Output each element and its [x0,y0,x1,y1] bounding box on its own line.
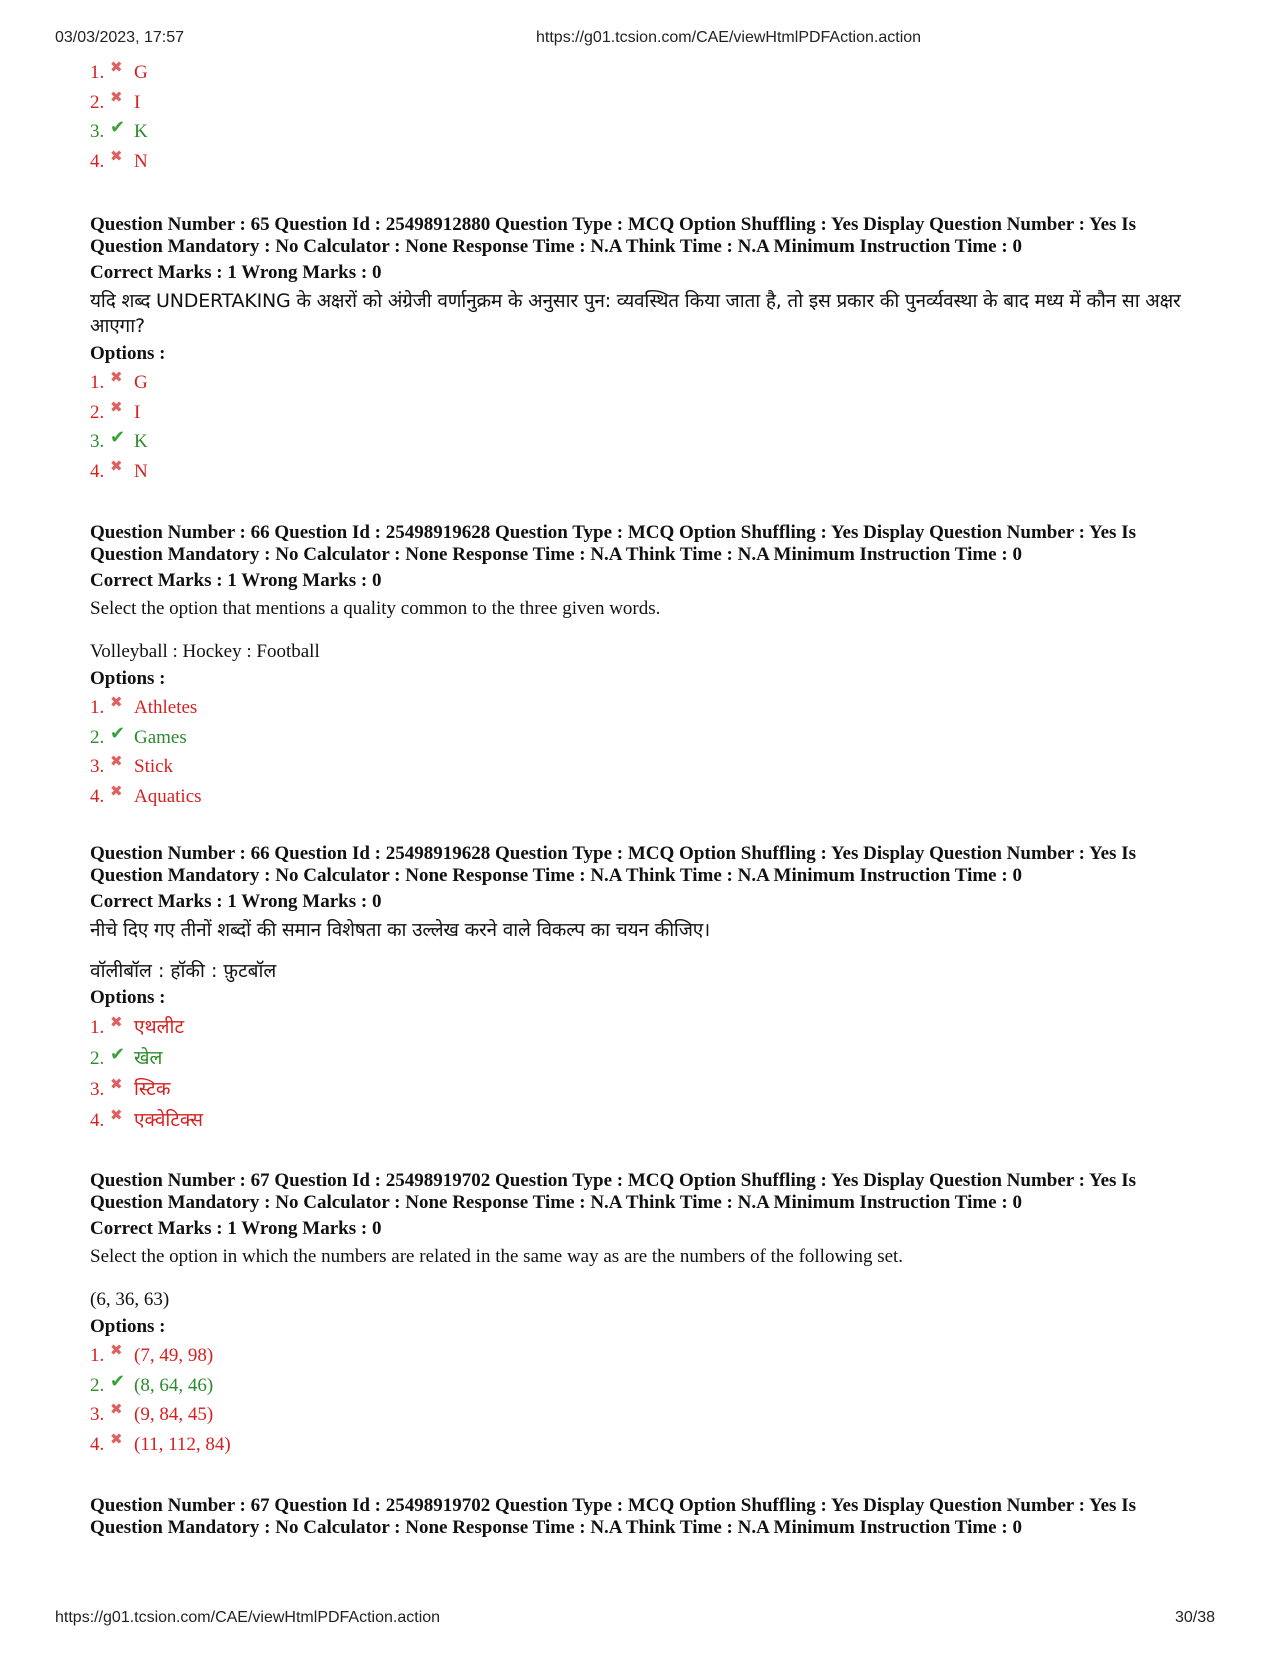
question-text: Select the option in which the numbers are related in the same way as are the numbers of the following set. [90,1246,904,1267]
cross-icon: ✖ [110,781,123,800]
option-number: 1. [90,372,105,393]
question-extra: वॉलीबॉल : हॉकी : फ़ुटबॉल [90,960,277,982]
option-text: एथलीट [134,1016,185,1038]
option-text: खेल [134,1047,163,1069]
cross-icon: ✖ [110,693,123,711]
option-item [90,1341,1200,1371]
option-text: I [134,91,141,113]
cross-icon: ✖ [110,146,123,165]
option-text: (7, 49, 98) [134,1345,214,1366]
print-header-url: https://g01.tcsion.com/CAE/viewHtmlPDFAction.action [536,29,922,46]
option-number: 4. [90,1433,105,1455]
print-datetime: 03/03/2023, 17:57 [55,29,185,46]
option-item [90,1400,1200,1430]
option-number: 1. [90,697,105,718]
question-marks: Correct Marks : 1 Wrong Marks : 0 [90,262,382,283]
question-block [90,1170,1200,1459]
option-number: 4. [90,785,105,807]
question-block [90,843,1200,1136]
option-item [90,147,1200,177]
cross-icon: ✖ [110,752,123,770]
option-text: (8, 64, 46) [134,1374,214,1396]
check-icon: ✔ [110,1370,126,1392]
page-number: 30/38 [1175,1609,1216,1626]
option-text: G [134,372,148,393]
option-item [90,1012,1200,1043]
option-number: 2. [90,91,105,113]
cross-icon: ✖ [110,1075,123,1093]
question-block [90,522,1200,811]
check-icon: ✔ [110,427,126,448]
option-item [90,693,1200,723]
print-footer [0,1609,1275,1653]
option-item [90,398,1200,428]
option-number: 2. [90,726,105,748]
option-text: (9, 84, 45) [134,1404,214,1425]
option-item [90,1043,1200,1074]
cross-icon: ✖ [110,456,123,475]
option-text: स्टिक [134,1078,171,1100]
option-number: 4. [90,460,105,482]
cross-icon: ✖ [110,397,123,416]
question-extra: Volleyball : Hockey : Football [90,641,320,662]
option-item [90,117,1200,147]
question-meta: Question Number : 67 Question Id : 25498919702 Question Type : MCQ Option Shuffling : Yes Display Question Number : Yes Is Question Mandatory : No Calculator : None Response Time : N.A Think Time : N.A Minimum Instruction Time : 0 [90,1170,1136,1213]
question-block [90,214,1200,486]
option-item [90,782,1200,812]
question-marks: Correct Marks : 1 Wrong Marks : 0 [90,570,382,591]
option-list [90,1341,1200,1459]
option-number: 2. [90,1374,105,1396]
cross-icon: ✖ [110,368,123,386]
options-label: Options : [90,343,166,364]
option-text: G [134,62,148,83]
option-item [90,427,1200,457]
question-meta: Question Number : 66 Question Id : 25498919628 Question Type : MCQ Option Shuffling : Yes Display Question Number : Yes Is Question Mandatory : No Calculator : None Response Time : N.A Think Time : N.A Minimum Instruction Time : 0 [90,522,1136,565]
question-text: यदि शब्द UNDERTAKING के अक्षरों को अंग्रेजी वर्णानुक्रम के अनुसार पुन: व्यवस्थित किया जाता है, तो इस प्रकार की पुनर्व्यवस्था के बाद मध्य में कौन सा अक्षर आएगा? [90,290,1181,337]
question-meta: Question Number : 65 Question Id : 25498912880 Question Type : MCQ Option Shuffling : Yes Display Question Number : Yes Is Question Mandatory : No Calculator : None Response Time : N.A Think Time : N.A Minimum Instruction Time : 0 [90,214,1136,257]
question-extra: (6, 36, 63) [90,1289,170,1310]
question-marks: Correct Marks : 1 Wrong Marks : 0 [90,891,382,912]
option-number: 3. [90,121,105,142]
option-text: K [134,431,148,452]
option-item [90,723,1200,753]
option-text: N [134,460,148,482]
option-item [90,752,1200,782]
option-number: 2. [90,1048,105,1069]
option-list [90,368,1200,486]
option-item [90,1074,1200,1105]
question-text: Select the option that mentions a quality common to the three given words. [90,598,661,619]
option-item [90,457,1200,487]
check-icon: ✔ [110,117,126,138]
option-number: 4. [90,150,105,172]
option-text: (11, 112, 84) [134,1433,231,1455]
option-item [90,58,1200,88]
option-item [90,1105,1200,1136]
option-text: Stick [134,756,174,777]
option-item [90,88,1200,118]
option-number: 3. [90,431,105,452]
option-number: 1. [90,1345,105,1366]
options-label: Options : [90,987,166,1008]
option-number: 3. [90,1079,105,1100]
print-footer-url: https://g01.tcsion.com/CAE/viewHtmlPDFAction.action [55,1609,441,1626]
cross-icon: ✖ [110,1429,123,1448]
option-text: Aquatics [134,785,202,807]
cross-icon: ✖ [110,1341,123,1359]
check-icon: ✔ [110,1044,126,1065]
option-number: 3. [90,1404,105,1425]
cross-icon: ✖ [110,1106,123,1124]
option-list [90,58,1200,176]
cross-icon: ✖ [110,87,123,106]
option-item [90,1371,1200,1401]
cross-icon: ✖ [110,1013,123,1031]
option-text: एक्वेटिक्स [134,1109,204,1131]
option-text: I [134,401,141,423]
option-text: Athletes [134,697,198,718]
option-item [90,368,1200,398]
option-list [90,1012,1200,1136]
question-meta: Question Number : 66 Question Id : 25498919628 Question Type : MCQ Option Shuffling : Yes Display Question Number : Yes Is Question Mandatory : No Calculator : None Response Time : N.A Think Time : N.A Minimum Instruction Time : 0 [90,843,1136,886]
option-number: 3. [90,756,105,777]
check-icon: ✔ [110,722,126,744]
option-text: Games [134,726,187,748]
page-content [90,58,1200,1539]
option-list [90,693,1200,811]
option-text: N [134,150,148,172]
option-number: 1. [90,1017,105,1038]
question-marks: Correct Marks : 1 Wrong Marks : 0 [90,1218,382,1239]
option-number: 2. [90,401,105,423]
question-block [90,1495,1200,1539]
cross-icon: ✖ [110,1400,123,1418]
options-label: Options : [90,1316,166,1337]
option-number: 1. [90,62,105,83]
options-label: Options : [90,668,166,689]
question-meta: Question Number : 67 Question Id : 25498919702 Question Type : MCQ Option Shuffling : Yes Display Question Number : Yes Is Question Mandatory : No Calculator : None Response Time : N.A Think Time : N.A Minimum Instruction Time : 0 [90,1495,1136,1538]
option-text: K [134,121,148,142]
question-text: नीचे दिए गए तीनों शब्दों की समान विशेषता का उल्लेख करने वाले विकल्प का चयन कीजिए। [90,919,711,941]
cross-icon: ✖ [110,58,123,76]
option-item [90,1430,1200,1460]
option-number: 4. [90,1110,105,1131]
print-header [0,29,1275,51]
